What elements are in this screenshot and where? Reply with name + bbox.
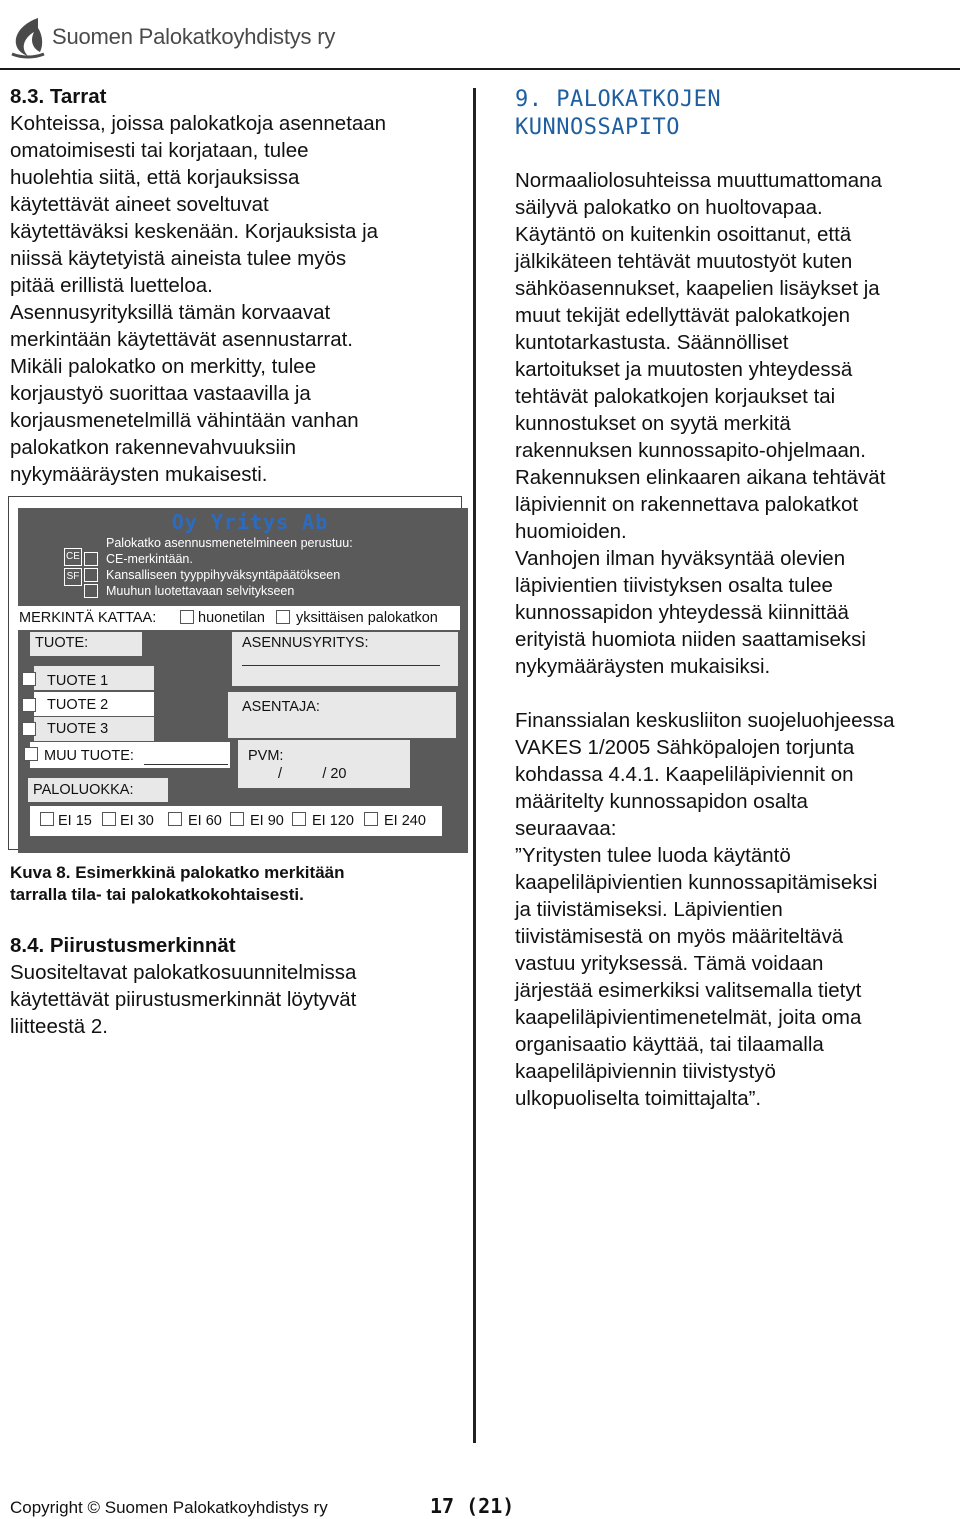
text-line: nykymääräysten mukaisiksi.	[515, 655, 771, 678]
text-line: seuraavaa:	[515, 817, 617, 840]
class-ei15: EI 15	[58, 813, 92, 829]
text-line: liitteestä 2.	[10, 1015, 108, 1038]
installer-line	[242, 665, 440, 666]
text-line: merkintään käytettävät asennustarrat.	[10, 328, 353, 351]
paragraph-maintenance	[515, 167, 955, 680]
text-line: kohdassa 4.4.1. Kaapeliläpiviennit on	[515, 763, 854, 786]
text-line: omatoimisesti tai korjataan, tulee	[10, 139, 309, 162]
text-line: VAKES 1/2005 Sähköpalojen torjunta	[515, 736, 855, 759]
label-company: Oy Yritys Ab	[171, 510, 329, 534]
heading-line: KUNNOSSAPITO	[515, 115, 680, 140]
text-line: ”Yritysten tulee luoda käytäntö	[515, 844, 791, 867]
label-covers: MERKINTÄ KATTAA:	[19, 610, 157, 626]
text-line: Suositeltavat palokatkosuunnitelmissa	[10, 961, 357, 984]
text-line: käytettävät aineet soveltuvat	[10, 193, 269, 216]
text-line: tehtävät palokatkojen korjaukset tai	[515, 385, 836, 408]
text-line: palokatkon rakennevahvuuksiin	[10, 436, 297, 459]
label-product-3: TUOTE 3	[47, 721, 109, 737]
text-line: kunnossapidon yhteydessä kiinnittää	[515, 601, 849, 624]
label-single: yksittäisen palokatkon	[296, 610, 438, 626]
checkbox-icon	[230, 812, 244, 826]
checkbox-icon	[40, 812, 54, 826]
ce-mark-icon: CE	[64, 548, 82, 566]
label-opt-ce: CE-merkintään.	[106, 552, 193, 566]
label-product-1: TUOTE 1	[47, 673, 109, 689]
class-ei60: EI 60	[188, 813, 222, 829]
sf-mark-icon: SF	[64, 568, 82, 586]
caption-line: Kuva 8. Esimerkkinä palokatko merkitään	[10, 863, 345, 882]
label-opt-other: Muuhun luotettavaan selvitykseen	[106, 584, 295, 598]
text-line: kaapeliläpivientimenetelmät, joita oma	[515, 1006, 862, 1029]
text-line: rakennuksen kunnossapito-ohjelmaan.	[515, 439, 867, 462]
text-line: ja tiivistämiseksi. Läpivientien	[515, 898, 783, 921]
label-product: TUOTE:	[35, 635, 89, 651]
label-date: PVM:	[248, 748, 284, 764]
column-divider	[473, 88, 476, 1443]
text-line: kartoitukset ja muutosten yhteydessä	[515, 358, 853, 381]
heading-9	[515, 86, 955, 142]
other-line	[144, 764, 228, 765]
checkbox-icon	[364, 812, 378, 826]
text-line: Normaaliolosuhteissa muuttumattomana	[515, 169, 882, 192]
text-line: kunnostukset on syytä merkitä	[515, 412, 791, 435]
text-line: määritelty kunnossapidon osalta	[515, 790, 808, 813]
text-line: korjausmenetelmillä vähintään vanhan	[10, 409, 359, 432]
page-number: 17 (21)	[430, 1494, 515, 1518]
text-line: muut tekijät edellyttävät palokatkojen	[515, 304, 851, 327]
checkbox-icon	[24, 747, 38, 761]
text-line: Mikäli palokatko on merkitty, tulee	[10, 355, 317, 378]
checkbox-icon	[84, 552, 98, 566]
checkbox-icon	[276, 610, 290, 624]
text-line: tiivistämisestä on myös määriteltävä	[515, 925, 844, 948]
figure-caption	[10, 862, 465, 906]
checkbox-icon	[292, 812, 306, 826]
text-line: jälkikäteen tehtävät muutostyöt kuten	[515, 250, 853, 273]
text-line: korjaustyö suorittaa vastaavilla ja	[10, 382, 311, 405]
class-ei90: EI 90	[250, 813, 284, 829]
class-ei30: EI 30	[120, 813, 154, 829]
logo-icon	[8, 14, 48, 60]
checkbox-icon	[84, 584, 98, 598]
checkbox-icon	[22, 698, 36, 712]
section-8-3	[10, 83, 465, 488]
caption-line: tarralla tila- tai palokatkokohtaisesti.	[10, 885, 304, 904]
text-line: läpivientien tiivistyksen osalta tulee	[515, 574, 833, 597]
label-installer: ASENNUSYRITYS:	[242, 635, 369, 651]
text-line: niissä käytetyistä aineista tulee myös	[10, 247, 347, 270]
heading-line: 9. PALOKATKOJEN	[515, 87, 722, 112]
section-9	[515, 86, 955, 1112]
paragraph-tarrat	[10, 110, 465, 488]
text-line: järjestää esimerkiksi valitsemalla tietyt	[515, 979, 862, 1002]
section-8-4	[10, 932, 465, 1040]
label-based-on: Palokatko asennusmenetelmineen perustuu:	[106, 536, 353, 550]
checkbox-icon	[22, 722, 36, 736]
checkbox-icon	[22, 672, 36, 686]
text-line: pitää erillistä luetteloa.	[10, 274, 213, 297]
text-line: läpiviennit on rakennettava palokatkot	[515, 493, 859, 516]
text-line: Rakennuksen elinkaaren aikana tehtävät	[515, 466, 886, 489]
label-fitter: ASENTAJA:	[242, 699, 320, 715]
label-date-format: / / 20	[278, 766, 347, 782]
text-line: huomioiden.	[515, 520, 627, 543]
checkbox-icon	[102, 812, 116, 826]
text-line: Finanssialan keskusliiton suojeluohjeessa	[515, 709, 895, 732]
heading-8-3: 8.3. Tarrat	[10, 85, 107, 108]
checkbox-icon	[84, 568, 98, 582]
class-ei120: EI 120	[312, 813, 354, 829]
label-other-product: MUU TUOTE:	[44, 748, 134, 764]
text-line: Käytäntö on kuitenkin osoittanut, että	[515, 223, 852, 246]
text-line: kuntotarkastusta. Säännölliset	[515, 331, 789, 354]
text-line: Asennusyrityksillä tämän korvaavat	[10, 301, 331, 324]
copyright: Copyright © Suomen Palokatkoyhdistys ry	[10, 1498, 328, 1517]
label-fire-class: PALOLUOKKA:	[33, 782, 134, 798]
text-line: kaapeliläpivientien kunnossapitämiseksi	[515, 871, 878, 894]
paragraph-vakes	[515, 707, 955, 1112]
label-room: huonetilan	[198, 610, 265, 626]
text-line: Vanhojen ilman hyväksyntää olevien	[515, 547, 846, 570]
class-ei240: EI 240	[384, 813, 426, 829]
label-opt-national: Kansalliseen tyyppihyväksyntäpäätökseen	[106, 568, 341, 582]
checkbox-icon	[168, 812, 182, 826]
text-line: käytettäväksi keskenään. Korjauksista ja	[10, 220, 379, 243]
text-line: nykymääräysten mukaisesti.	[10, 463, 268, 486]
header-rule	[0, 68, 960, 70]
text-line: ulkopuoliselta toimittajalta”.	[515, 1087, 762, 1110]
text-line: säilyvä palokatko on huoltovapaa.	[515, 196, 823, 219]
org-name: Suomen Palokatkoyhdistys ry	[52, 24, 336, 49]
label-product-2: TUOTE 2	[47, 697, 109, 713]
text-line: erityistä huomiota niiden saattamiseksi	[515, 628, 866, 651]
text-line: sähköasennukset, kaapelien lisäykset ja	[515, 277, 880, 300]
heading-8-4: 8.4. Piirustusmerkinnät	[10, 934, 236, 957]
text-line: huolehtia siitä, että korjauksissa	[10, 166, 300, 189]
text-line: käytettävät piirustusmerkinnät löytyvät	[10, 988, 357, 1011]
checkbox-icon	[180, 610, 194, 624]
text-line: vastuu yrityksessä. Tämä voidaan	[515, 952, 824, 975]
text-line: kaapeliläpiviennin tiivistystyö	[515, 1060, 776, 1083]
text-line: organisaatio käyttää, tai tilaamalla	[515, 1033, 824, 1056]
text-line: Kohteissa, joissa palokatkoja asennetaan	[10, 112, 387, 135]
